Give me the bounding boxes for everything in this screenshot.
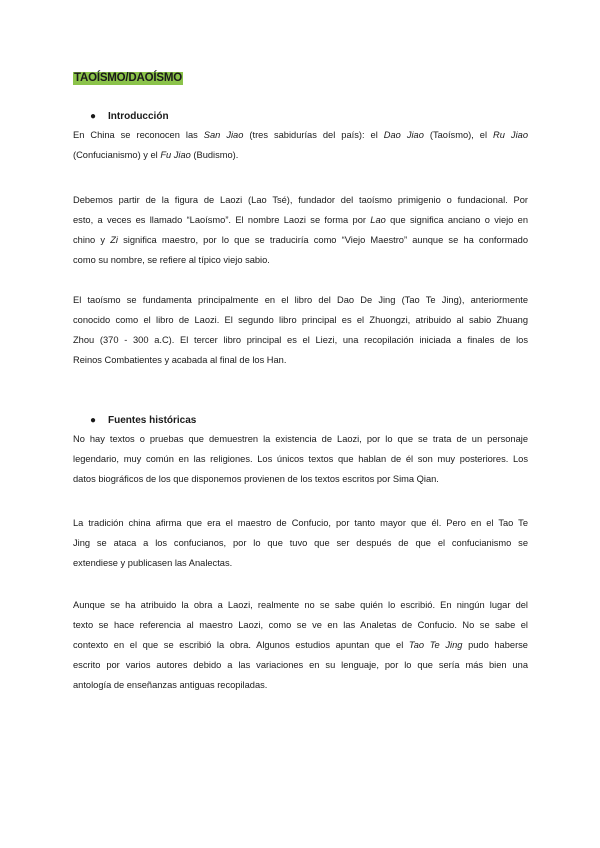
paragraph-existencia	[73, 430, 528, 490]
paragraph-tradicion	[73, 514, 528, 574]
bullet-icon: ●	[90, 415, 97, 426]
bullet-icon: ●	[90, 111, 97, 122]
section-heading-fuentes	[90, 414, 196, 427]
text-line: La tradición china afirma que era el maestro de Confucio, por tanto mayor que él. Pero en el Tao Te	[73, 518, 528, 528]
text-line: chino y Zi significa maestro, por lo que se traduciría como “Viejo Maestro” aunque se ha conformado	[73, 234, 528, 245]
paragraph-autoria	[73, 596, 528, 696]
text-line: El taoísmo se fundamenta principalmente en el libro del Dao De Jing (Tao Te Jing), anteriormente	[73, 295, 528, 305]
text-line: Reinos Combatientes y acabada al final de los Han.	[73, 354, 287, 365]
text-line: No hay textos o pruebas que demuestren la existencia de Laozi, por lo que se trata de un personaje	[73, 434, 528, 444]
text-line: Zhou (370 - 300 a.C). El tercer libro principal es el Liezi, una recopilación iniciada a finales de los	[73, 334, 528, 345]
text-line: datos biográficos de los que disponemos provienen de los textos escritos por Sima Qian.	[73, 473, 439, 484]
section-heading-introduccion	[90, 110, 169, 123]
text-line: como su nombre, se refiere al típico viejo sabio.	[73, 254, 270, 265]
paragraph-libros	[73, 291, 528, 371]
paragraph-laozi	[73, 191, 528, 271]
text-line: texto se hace referencia al maestro Laozi, como se ve en las Analetas de Confucio. No se sabe el	[73, 619, 528, 630]
text-line: extendiese y publicasen las Analectas.	[73, 557, 233, 568]
page-title: TAOÍSMO/DAOÍSMO	[74, 72, 182, 84]
paragraph-intro	[73, 126, 528, 166]
text-line: antología de enseñanzas antiguas recopiladas.	[73, 679, 268, 690]
text-line: Jing se ataca a los confucianos, por lo que tuvo que ser después de que el confucianismo se	[73, 537, 528, 548]
text-line: contexto en el que se escribió la obra. Algunos estudios apuntan que el Tao Te Jing pudo haberse	[73, 639, 528, 650]
text-line: (Confucianismo) y el Fu Jiao (Budismo).	[73, 149, 239, 160]
text-line: En China se reconocen las San Jiao (tres sabidurías del país): el Dao Jiao (Taoísmo), el Ru Jiao	[73, 130, 528, 140]
text-line: Debemos partir de la figura de Laozi (Lao Tsé), fundador del taoísmo primigenio o fundacional. Por	[73, 195, 528, 205]
text-line: conocido como el libro de Laozi. El segundo libro principal es el Zhuongzi, atribuido al sabio Zhuang	[73, 314, 528, 325]
text-line: legendario, muy común en las religiones. Los únicos textos que hablan de él son muy posteriores. Los	[73, 453, 528, 464]
section-heading-label: Fuentes históricas	[108, 415, 197, 426]
text-line: esto, a veces es llamado “Laoísmo”. El nombre Laozi se forma por Lao que significa anciano o viejo en	[73, 214, 529, 225]
text-line: escrito por varios autores debido a las variaciones en su lenguaje, por lo que sería más bien una	[73, 659, 528, 670]
section-heading-label: Introducción	[108, 111, 169, 122]
text-line: Aunque se ha atribuido la obra a Laozi, realmente no se sabe quién lo escribió. En ningún lugar del	[73, 600, 528, 610]
